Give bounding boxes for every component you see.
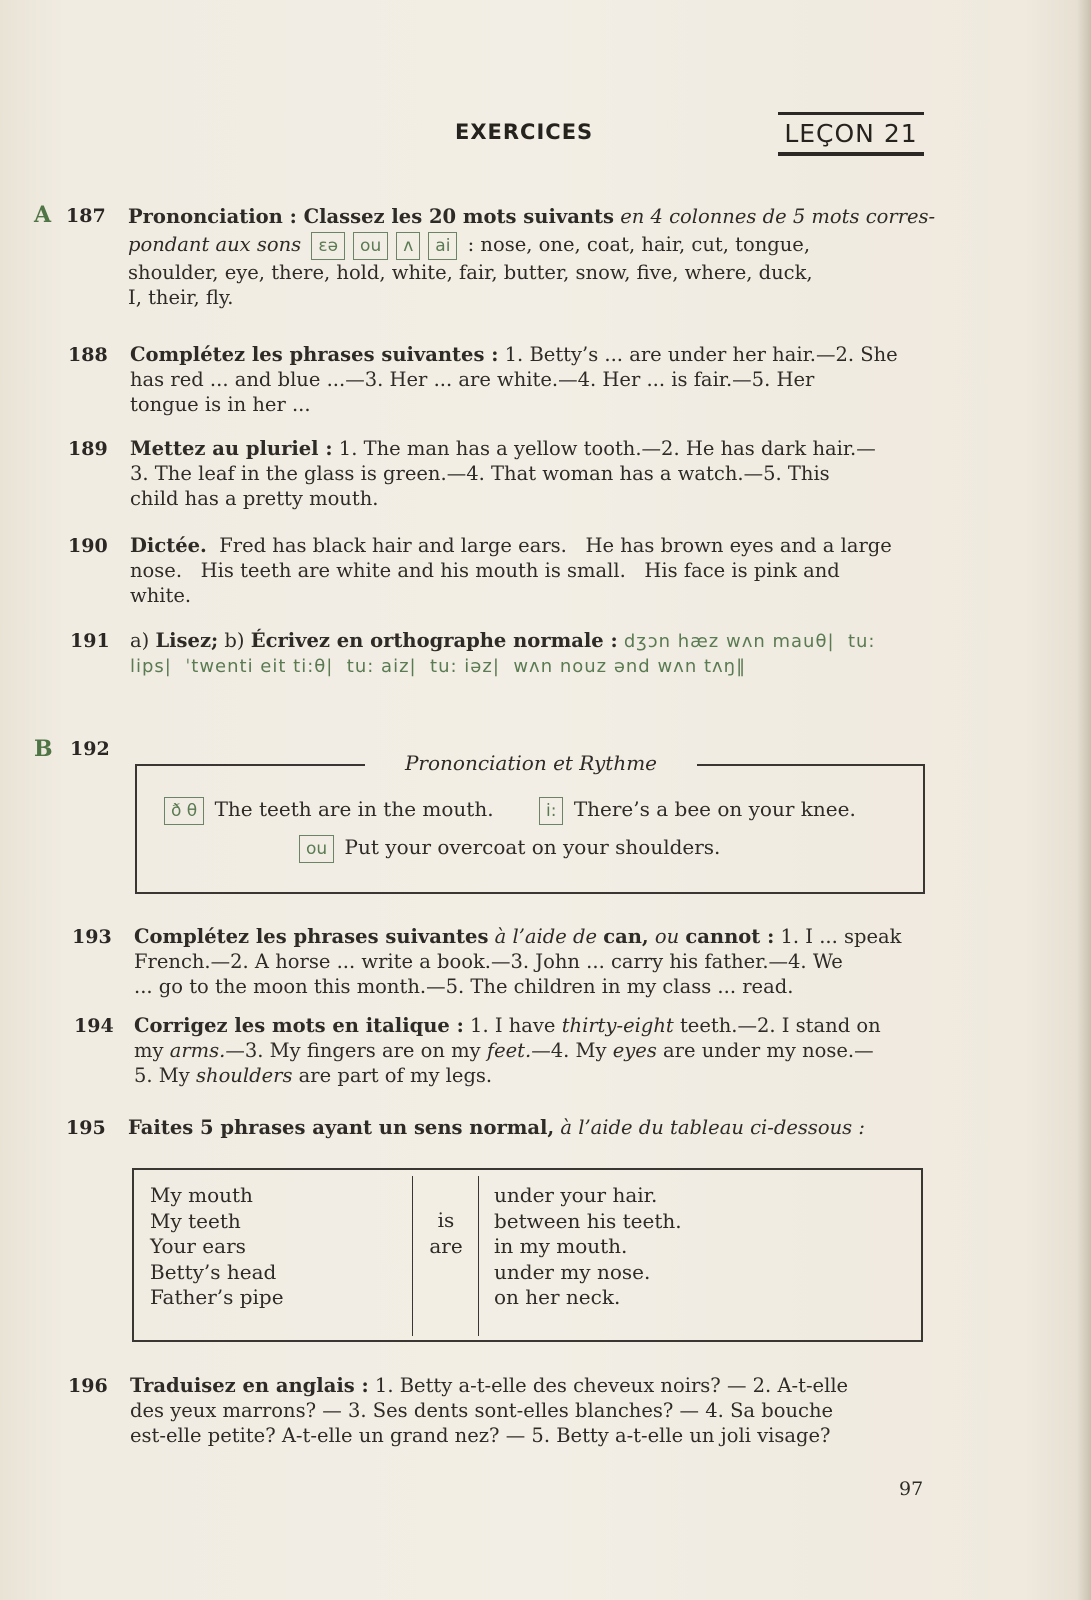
exercise-196-line-1: 1. Betty a-t-elle des cheveux noirs? — 2. A-t-elle xyxy=(374,1374,849,1397)
lesson-label: LEÇON 21 xyxy=(784,119,918,148)
sound-box-ai: ai xyxy=(428,232,457,260)
table-subject: Betty’s head xyxy=(150,1259,277,1284)
exercise-189-instruction: Mettez au pluriel : xyxy=(130,437,333,460)
sound-box-ou: ou xyxy=(353,232,388,260)
exercise-190-line-2: nose. His teeth are white and his mouth is small. His face is pink and xyxy=(130,559,840,582)
sound-box-ou-2: ou xyxy=(299,835,334,863)
exercise-195-italic: à l’aide du tableau ci-dessous : xyxy=(560,1116,865,1139)
table-verb: are xyxy=(429,1233,463,1258)
table-subject: Father’s pipe xyxy=(150,1285,284,1309)
table-col-subjects xyxy=(150,1183,284,1311)
exercise-193-can: can, xyxy=(603,925,649,948)
exercise-187 xyxy=(128,204,936,310)
exercise-187-words-3: I, their, fly. xyxy=(128,286,234,309)
exercise-188-line-2: has red ... and blue ...—3. Her ... are white.—4. Her ... is fair.—5. Her xyxy=(130,368,815,391)
exercise-188-instruction: Complétez les phrases suivantes : xyxy=(130,343,499,366)
table-subject: My mouth xyxy=(150,1183,253,1207)
exercise-194-l3a: 5. My xyxy=(134,1064,190,1087)
exercise-190-number: 190 xyxy=(68,535,108,557)
exercise-193-line-1: 1. I ... speak xyxy=(780,925,902,948)
table-verb: is xyxy=(437,1208,455,1232)
table-place: on her neck. xyxy=(494,1285,621,1309)
exercise-194-l3b: shoulders xyxy=(196,1064,293,1087)
exercise-190 xyxy=(130,533,910,608)
exercise-189-line-2: 3. The leaf in the glass is green.—4. That woman has a watch.—5. This xyxy=(130,462,830,485)
exercise-191-b: b) xyxy=(224,629,245,652)
exercise-187-instruction-italic: en 4 colonnes de 5 mots corres- xyxy=(620,205,936,228)
exercise-191-number: 191 xyxy=(70,630,110,652)
table-place: under my nose. xyxy=(494,1259,651,1284)
exercise-194-l1b: thirty-eight xyxy=(561,1014,674,1037)
exercise-194-l2a: my xyxy=(134,1039,164,1062)
exercise-194-l2g: are under my nose.— xyxy=(663,1039,874,1062)
exercise-194-l2e: —4. My xyxy=(531,1039,607,1062)
pron-frame xyxy=(135,764,925,894)
section-a-label: A xyxy=(34,202,52,228)
table-subject: Your ears xyxy=(150,1234,246,1258)
exercise-194-number: 194 xyxy=(74,1015,114,1037)
page-title: EXERCICES xyxy=(455,120,594,144)
exercise-191-instruction: Écrivez en orthographe normale : xyxy=(250,629,618,652)
exercise-187-instruction: Prononciation : Classez les 20 mots suivants xyxy=(128,205,614,228)
pron-line-3 xyxy=(295,835,720,863)
exercise-194-instruction: Corrigez les mots en italique : xyxy=(134,1014,464,1037)
exercise-187-words-2: shoulder, eye, there, hold, white, fair, butter, snow, five, where, duck, xyxy=(128,261,813,284)
table-place: in my mouth. xyxy=(494,1234,628,1258)
exercise-195-number: 195 xyxy=(66,1117,106,1139)
sound-box-i: i: xyxy=(539,797,563,825)
exercise-193-line-2: French.—2. A horse ... write a book.—3. John ... carry his father.—4. We xyxy=(134,950,843,973)
exercise-193-italic: à l’aide de xyxy=(494,925,598,948)
page-number: 97 xyxy=(899,1478,924,1500)
exercise-193-ou: ou xyxy=(654,925,680,948)
exercise-187-instruction-italic-2: pondant aux sons xyxy=(128,233,302,256)
exercise-194-l2d: feet. xyxy=(486,1039,532,1062)
table-subject: My teeth xyxy=(150,1208,241,1233)
exercise-196 xyxy=(130,1373,920,1448)
section-b-label: B xyxy=(34,736,53,762)
sound-box-wedge: ʌ xyxy=(396,232,420,260)
exercise-190-instruction: Dictée. xyxy=(130,534,207,557)
exercise-193-cannot: cannot : xyxy=(685,925,775,948)
exercise-194-l1a: 1. I have xyxy=(470,1014,556,1037)
exercise-192-number: 192 xyxy=(70,738,110,760)
exercise-189-number: 189 xyxy=(68,438,108,460)
pron-frame-title: Prononciation et Rythme xyxy=(404,751,658,775)
pron-line-1-text: The teeth are in the mouth. xyxy=(214,797,494,821)
exercise-193-line-3: ... go to the moon this month.—5. The children in my class ... read. xyxy=(134,975,794,998)
exercise-194-l3c: are part of my legs. xyxy=(298,1064,493,1087)
exercise-194 xyxy=(134,1013,914,1088)
exercise-189 xyxy=(130,436,910,511)
exercise-188-number: 188 xyxy=(68,344,108,366)
exercise-193-number: 193 xyxy=(72,926,112,948)
exercise-191 xyxy=(130,628,910,679)
exercise-196-line-2: des yeux marrons? — 3. Ses dents sont-elles blanches? — 4. Sa bouche xyxy=(130,1399,834,1422)
exercise-194-l1c: teeth.—2. I stand on xyxy=(679,1014,881,1037)
exercise-191-phonetic-2: lips| ˈtwenti eit ti:θ| tu: aiz| tu: iəz| wʌn nouz ənd wʌn tʌŋ‖ xyxy=(130,656,747,677)
exercise-194-l2f: eyes xyxy=(612,1039,657,1062)
exercise-196-instruction: Traduisez en anglais : xyxy=(130,1374,369,1397)
exercise-187-number: 187 xyxy=(66,205,106,227)
table-place: under your hair. xyxy=(494,1183,658,1207)
lesson-box xyxy=(778,112,924,156)
exercise-191-lisez: Lisez; xyxy=(155,629,219,652)
exercise-193-instruction: Complétez les phrases suivantes xyxy=(134,925,489,948)
exercise-188-line-1: 1. Betty’s ... are under her hair.—2. She xyxy=(504,343,898,366)
exercise-190-line-3: white. xyxy=(130,584,192,607)
exercise-188-line-3: tongue is in her ... xyxy=(130,393,311,416)
table-col-verbs xyxy=(413,1208,479,1259)
exercise-188 xyxy=(130,342,910,417)
exercise-189-line-3: child has a pretty mouth. xyxy=(130,487,379,510)
exercise-187-words-1: : nose, one, coat, hair, cut, tongue, xyxy=(467,233,811,256)
exercise-190-line-1: Fred has black hair and large ears. He has brown eyes and a large xyxy=(219,534,892,557)
table-place: between his teeth. xyxy=(494,1208,682,1233)
exercise-194-l2c: —3. My fingers are on my xyxy=(225,1039,481,1062)
table-col-places xyxy=(494,1183,682,1311)
pron-line-2-text: There’s a bee on your knee. xyxy=(573,797,856,821)
exercise-196-number: 196 xyxy=(68,1375,108,1397)
exercise-191-a: a) xyxy=(130,629,150,652)
exercise-194-l2b: arms. xyxy=(169,1039,226,1062)
exercise-193 xyxy=(134,924,914,999)
exercise-196-line-3: est-elle petite? A-t-elle un grand nez? — 5. Betty a-t-elle un joli visage? xyxy=(130,1424,831,1447)
pron-line-2 xyxy=(535,797,856,825)
exercise-195 xyxy=(128,1115,918,1140)
exercise-189-line-1: 1. The man has a yellow tooth.—2. He has dark hair.— xyxy=(338,437,876,460)
pron-line-3-text: Put your overcoat on your shoulders. xyxy=(344,835,721,859)
sound-box-eth-theta: ð θ xyxy=(164,797,204,825)
pron-line-1 xyxy=(160,797,494,825)
page-header xyxy=(0,112,1091,162)
exercise-191-phonetic-1: dʒɔn hæz wʌn mauθ| tu: xyxy=(623,631,876,652)
sound-box-ea: ɛə xyxy=(311,232,345,260)
page-edge-shadow xyxy=(1077,0,1091,1600)
exercise-195-instruction: Faites 5 phrases ayant un sens normal, xyxy=(128,1116,555,1139)
